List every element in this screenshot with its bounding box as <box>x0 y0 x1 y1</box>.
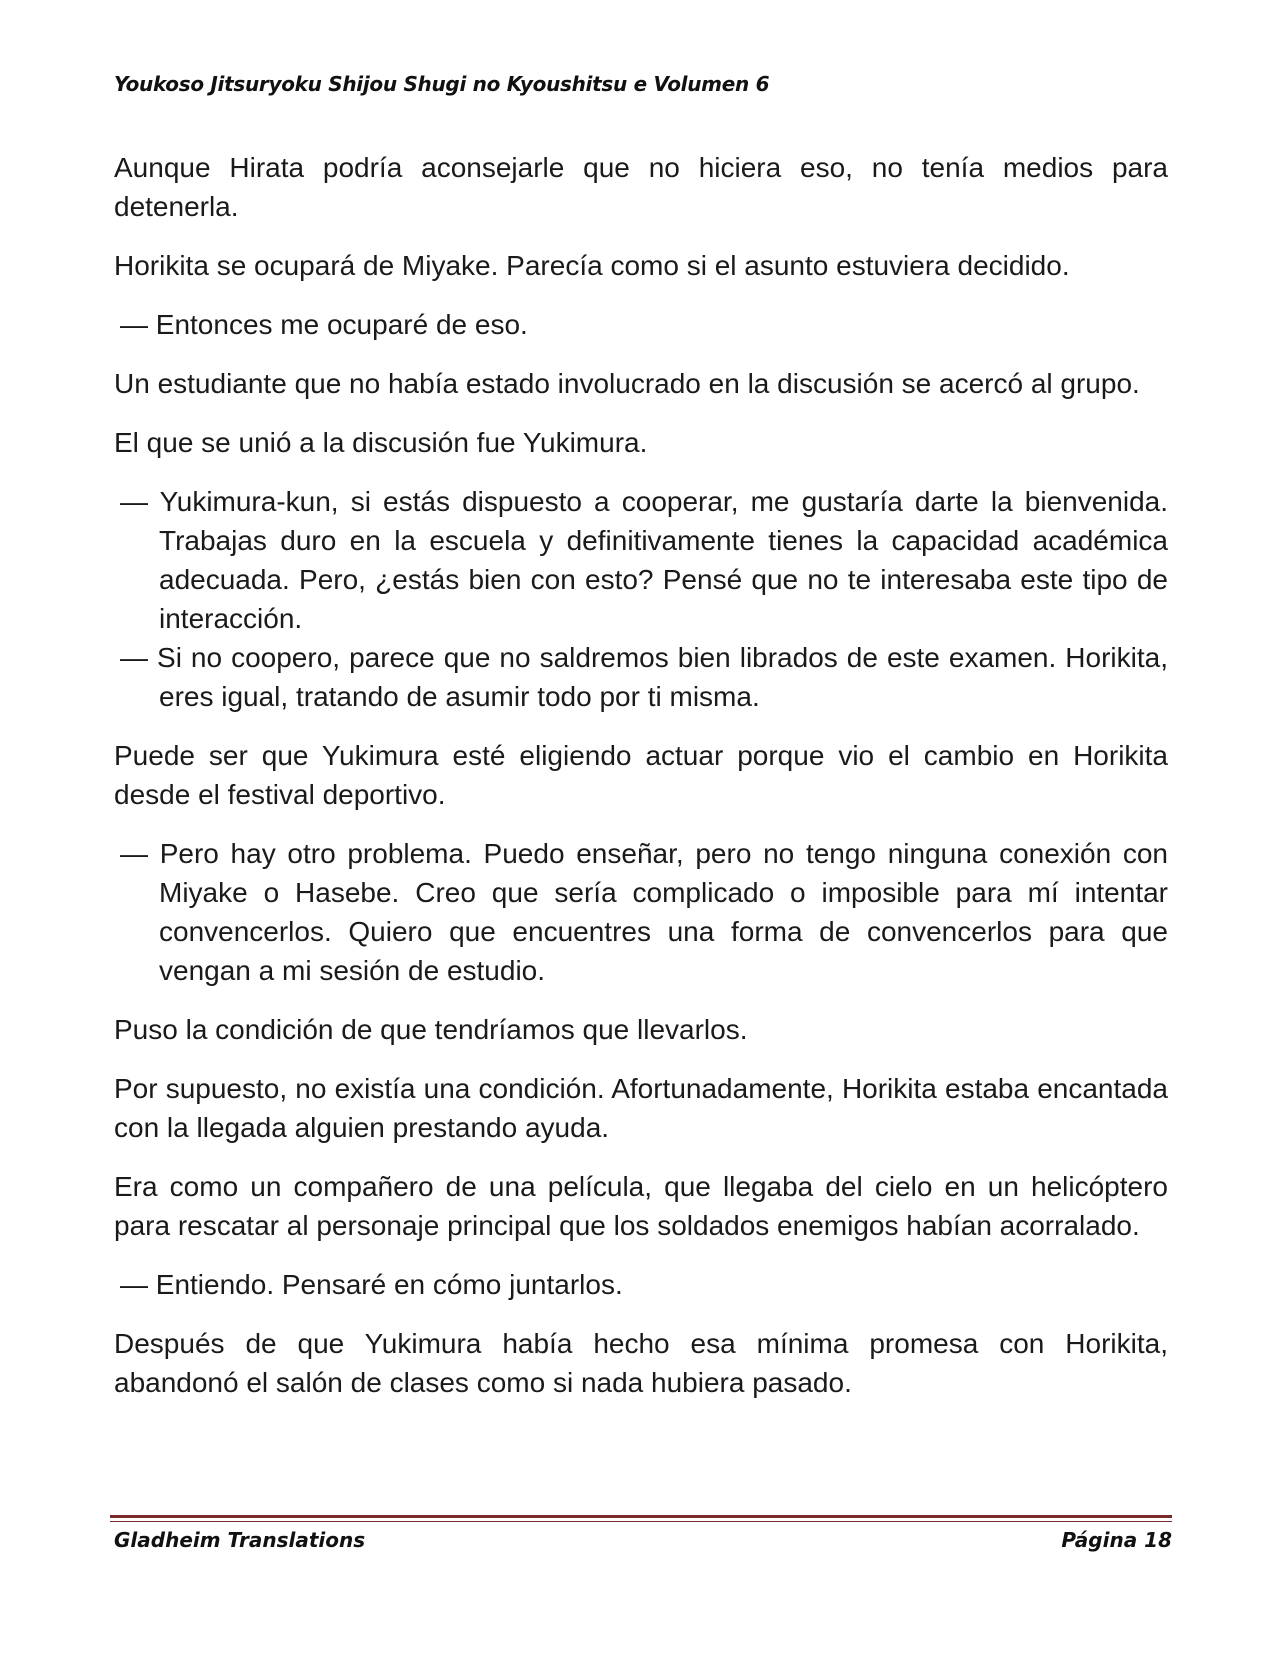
paragraph: Después de que Yukimura había hecho esa mínima promesa con Horikita, abandonó el salón de clases como si nada hubiera pasado. <box>114 1328 1168 1398</box>
footer-credit: Gladheim Translations <box>114 1528 366 1552</box>
paragraph: Un estudiante que no había estado involucrado en la discusión se acercó al grupo. <box>114 368 1140 399</box>
running-header: Youkoso Jitsuryoku Shijou Shugi no Kyoushitsu e Volumen 6 <box>114 72 770 96</box>
footer-divider <box>110 1515 1172 1522</box>
paragraph: Aunque Hirata podría aconsejarle que no hiciera eso, no tenía medios para detenerla. <box>114 152 1168 222</box>
dialogue-line: — Entiendo. Pensaré en cómo juntarlos. <box>120 1269 623 1300</box>
dialogue-line: — Si no coopero, parece que no saldremos bien librados de este examen. Horikita, eres igual, tratando de asumir todo por ti misma. <box>120 642 1168 712</box>
paragraph: Por supuesto, no existía una condición. Afortunadamente, Horikita estaba encantada con la llegada alguien prestando ayuda. <box>114 1073 1168 1143</box>
page-number: Página 18 <box>1061 1528 1172 1552</box>
dialogue-line: — Entonces me ocuparé de eso. <box>120 309 528 340</box>
paragraph: Puso la condición de que tendríamos que llevarlos. <box>114 1014 748 1045</box>
body-text <box>114 148 1168 1422</box>
paragraph: Horikita se ocupará de Miyake. Parecía como si el asunto estuviera decidido. <box>114 250 1070 281</box>
paragraph: Era como un compañero de una película, que llegaba del cielo en un helicóptero para rescatar al personaje principal que los soldados enemigos habían acorralado. <box>114 1171 1168 1241</box>
paragraph: El que se unió a la discusión fue Yukimura. <box>114 427 648 458</box>
paragraph: Puede ser que Yukimura esté eligiendo actuar porque vio el cambio en Horikita desde el festival deportivo. <box>114 740 1168 810</box>
dialogue-line: — Yukimura-kun, si estás dispuesto a cooperar, me gustaría darte la bienvenida. Trabajas duro en la escuela y definitivamente tienes la capacidad académica adecuada. Pero, ¿estás bien con esto? Pensé que no te interesaba este tipo de interacción. <box>120 486 1168 634</box>
dialogue-line: — Pero hay otro problema. Puedo enseñar, pero no tengo ninguna conexión con Miyake o Hasebe. Creo que sería complicado o imposible para mí intentar convencerlos. Quiero que encuentres una forma de convencerlos para que vengan a mi sesión de estudio. <box>120 838 1168 986</box>
